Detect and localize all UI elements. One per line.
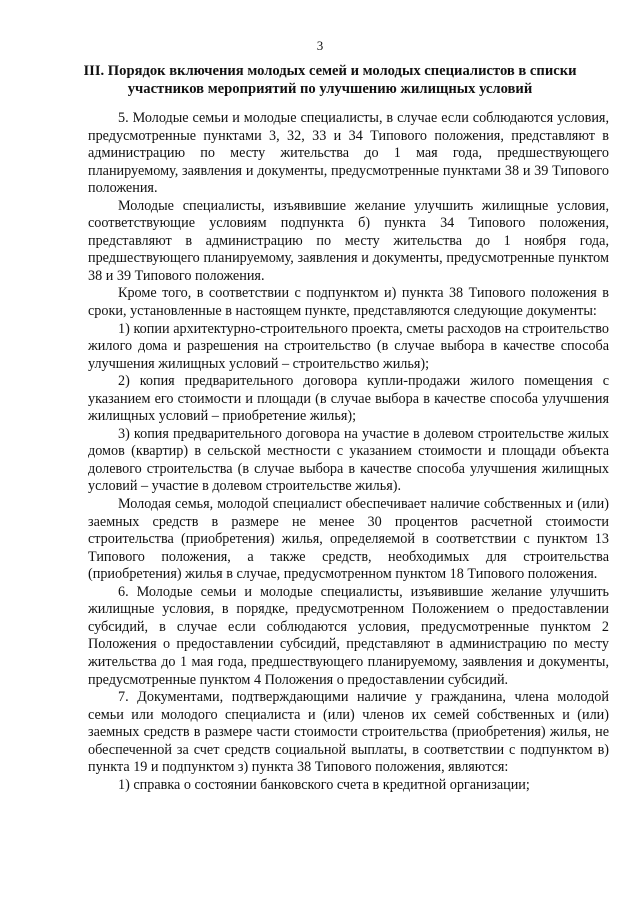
paragraph-additional-documents: Кроме того, в соответствии с подпунктом и) пункта 38 Типового положения в сроки, установленные в настоящем пункте, представляются следующие документы: — [88, 285, 609, 320]
paragraph-own-funds: Молодая семья, молодой специалист обеспечивает наличие собственных и (или) заемных средств в размере не менее 30 процентов расчетной стоимости строительства (приобретения) жилья, определяемой в соответствии с пунктом 13 Типового положения, а также средств, необходимых для строительства (приобретения) жилья в случае, предусмотренном пунктом 18 Типового положения. — [88, 496, 609, 583]
paragraph-young-specialists: Молодые специалисты, изъявившие желание улучшить жилищные условия, соответствующие условиям подпункта б) пункта 34 Типового положения, представляют в администрацию по месту жительства до 1 ноября года, предшествующего планируемому, заявления и документы, предусмотренные пунктом 38 и 39 Типового положения. — [88, 197, 609, 284]
document-body — [88, 110, 609, 794]
list-item-bank-statement: 1) справка о состоянии банковского счета в кредитной организации; — [118, 776, 530, 793]
list-item-1: 1) копии архитектурно-строительного проекта, сметы расходов на строительство жилого дома и разрешения на строительство (в случае выбора в качестве способа улучшения жилищных условий – строительство жилья); — [88, 320, 609, 372]
paragraph-item-5: 5. Молодые семьи и молодые специалисты, в случае если соблюдаются условия, предусмотренные пунктами 3, 32, 33 и 34 Типового положения, представляют в администрацию по месту жительства до 1 мая года, предшествующего планируемому, заявления и документы, предусмотренные пунктами 38 и 39 Типового положения. — [88, 110, 609, 197]
list-item-2: 2) копия предварительного договора купли-продажи жилого помещения с указанием его стоимости и площади (в случае выбора в качестве способа улучшения жилищных условий – приобретение жилья); — [88, 373, 609, 425]
section-heading: III. Порядок включения молодых семей и молодых специалистов в списки участников мероприятий по улучшению жилищных условий — [83, 63, 577, 97]
list-item-3: 3) копия предварительного договора на участие в долевом строительстве жилых домов (квартир) в сельской местности с указанием стоимости и площади объекта долевого строительства (в случае выбора в качестве способа улучшения жилищных условий – участие в долевом строительстве жилья). — [88, 425, 609, 495]
page-number: 3 — [316, 38, 324, 53]
paragraph-item-7: 7. Документами, подтверждающими наличие у гражданина, члена молодой семьи или молодого специалиста и (или) членов их семей собственных и (или) заемных средств в размере части стоимости строительства (приобретения) жилья, не обеспеченной за счет средств социальной выплаты, в соответствии с подпунктом в) пункта 19 и подпунктом з) пункта 38 Типового положения, являются: — [88, 689, 609, 776]
paragraph-item-6: 6. Молодые семьи и молодые специалисты, изъявившие желание улучшить жилищные условия, в порядке, предусмотренном Положением о предоставлении субсидий, в случае если соблюдаются условия, предусмотренные пунктом 2 Положения о предоставлении субсидий, представляют в администрацию по месту жительства до 1 мая года, предшествующего планируемому, заявления и документы, предусмотренные пунктом 4 Положения о предоставлении субсидий. — [88, 583, 609, 688]
